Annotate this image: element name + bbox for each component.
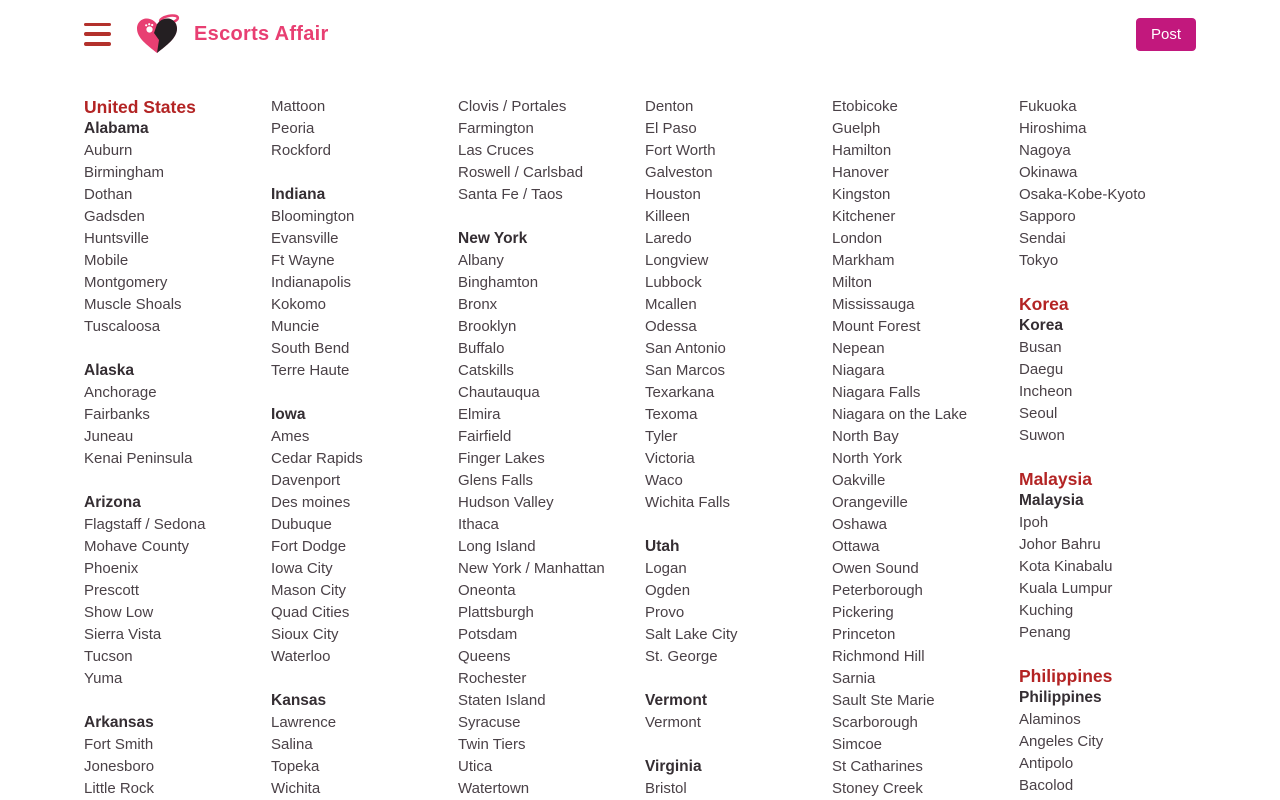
city-link[interactable]: Tyler xyxy=(645,428,678,445)
city-link[interactable]: Long Island xyxy=(458,538,536,555)
city-link[interactable]: Buffalo xyxy=(458,340,505,357)
city-link[interactable]: Angeles City xyxy=(1019,733,1104,750)
city-link[interactable]: Des moines xyxy=(271,494,351,511)
directory-column-2 xyxy=(271,96,458,800)
city-link[interactable]: Queens xyxy=(458,648,511,665)
city-link[interactable]: Dubuque xyxy=(271,516,332,533)
hamburger-bar xyxy=(84,23,111,27)
city-link[interactable]: Odessa xyxy=(645,318,697,335)
city-link[interactable]: South Bend xyxy=(271,340,350,357)
city-link[interactable]: Lawrence xyxy=(271,714,337,731)
city-link[interactable]: Oneonta xyxy=(458,582,516,599)
directory-column-6 xyxy=(1019,96,1206,800)
city-link[interactable]: Kota Kinabalu xyxy=(1019,558,1113,575)
city-link[interactable]: Salina xyxy=(271,736,313,753)
city-link[interactable]: Longview xyxy=(645,252,709,269)
city-link[interactable]: Busan xyxy=(1019,339,1062,356)
heart-logo-icon xyxy=(133,13,185,55)
city-link[interactable]: Suwon xyxy=(1019,427,1065,444)
city-link[interactable]: Mobile xyxy=(84,252,129,269)
country-heading: Korea xyxy=(1019,294,1069,314)
city-link[interactable]: Syracuse xyxy=(458,714,521,731)
city-link[interactable]: Vermont xyxy=(645,714,701,731)
country-heading: Philippines xyxy=(1019,666,1113,686)
post-button[interactable]: Post xyxy=(1136,18,1196,51)
directory-column-1 xyxy=(84,96,271,800)
city-link[interactable]: Mcallen xyxy=(645,296,697,313)
state-heading: Vermont xyxy=(645,692,708,709)
city-link[interactable]: Rochester xyxy=(458,670,527,687)
city-link[interactable]: Terre Haute xyxy=(271,362,350,379)
city-link[interactable]: Ipoh xyxy=(1019,514,1049,531)
city-link[interactable]: Laredo xyxy=(645,230,692,247)
directory-column-3 xyxy=(458,96,645,800)
directory-column-5 xyxy=(832,96,1019,800)
city-link[interactable]: Texoma xyxy=(645,406,698,423)
state-heading: Alaska xyxy=(84,362,134,379)
city-link[interactable]: North York xyxy=(832,450,903,467)
city-link[interactable]: Mason City xyxy=(271,582,347,599)
country-heading: United States xyxy=(84,97,196,117)
city-link[interactable]: Fairfield xyxy=(458,428,512,445)
city-link[interactable]: Ithaca xyxy=(458,516,499,533)
city-link[interactable]: Fort Smith xyxy=(84,736,154,753)
city-link[interactable]: Sapporo xyxy=(1019,208,1076,225)
hamburger-bar xyxy=(84,32,111,36)
city-link[interactable]: Huntsville xyxy=(84,230,150,247)
city-link[interactable]: St Catharines xyxy=(832,758,923,775)
city-link[interactable]: Watertown xyxy=(458,780,530,797)
city-link[interactable]: Ft Wayne xyxy=(271,252,335,269)
city-link[interactable]: London xyxy=(832,230,883,247)
city-link[interactable]: Staten Island xyxy=(458,692,546,709)
city-link[interactable]: Ames xyxy=(271,428,310,445)
city-link[interactable]: Jonesboro xyxy=(84,758,155,775)
city-link[interactable]: Catskills xyxy=(458,362,514,379)
city-link[interactable]: Hudson Valley xyxy=(458,494,554,511)
state-heading: Indiana xyxy=(271,186,326,203)
city-link[interactable]: Etobicoke xyxy=(832,98,898,115)
city-link[interactable]: Cedar Rapids xyxy=(271,450,363,467)
city-link[interactable]: San Marcos xyxy=(645,362,726,379)
city-link[interactable]: Topeka xyxy=(271,758,320,775)
city-link[interactable]: Plattsburgh xyxy=(458,604,534,621)
state-heading: Arkansas xyxy=(84,714,154,731)
city-link[interactable]: Anchorage xyxy=(84,384,157,401)
city-link[interactable]: Fukuoka xyxy=(1019,98,1077,115)
city-link[interactable]: Finger Lakes xyxy=(458,450,545,467)
state-heading: Utah xyxy=(645,538,680,555)
city-link[interactable]: Milton xyxy=(832,274,873,291)
city-link[interactable]: Show Low xyxy=(84,604,154,621)
city-link[interactable]: Fort Dodge xyxy=(271,538,347,555)
state-heading: New York xyxy=(458,230,528,247)
hamburger-bar xyxy=(84,42,111,46)
city-link[interactable]: Farmington xyxy=(458,120,534,137)
city-link[interactable]: Wichita Falls xyxy=(645,494,731,511)
city-link[interactable]: Fairbanks xyxy=(84,406,150,423)
city-link[interactable]: Roswell / Carlsbad xyxy=(458,164,584,181)
city-link[interactable]: Provo xyxy=(645,604,685,621)
city-link[interactable]: Muncie xyxy=(271,318,320,335)
city-link[interactable]: Princeton xyxy=(832,626,896,643)
city-link[interactable]: Rockford xyxy=(271,142,332,159)
city-link[interactable]: Indianapolis xyxy=(271,274,352,291)
city-link[interactable]: Bacolod xyxy=(1019,777,1074,794)
city-link[interactable]: Stoney Creek xyxy=(832,780,923,797)
city-link[interactable]: Houston xyxy=(645,186,701,203)
city-link[interactable]: Montgomery xyxy=(84,274,168,291)
city-link[interactable]: Logan xyxy=(645,560,687,577)
city-link[interactable]: Bronx xyxy=(458,296,498,313)
city-link[interactable]: Incheon xyxy=(1019,383,1073,400)
city-link[interactable]: Niagara on the Lake xyxy=(832,406,968,423)
city-link[interactable]: Oakville xyxy=(832,472,886,489)
city-link[interactable]: Potsdam xyxy=(458,626,518,643)
directory-columns xyxy=(0,96,1280,800)
country-heading: Malaysia xyxy=(1019,469,1092,489)
logo[interactable] xyxy=(133,13,329,55)
state-heading: Kansas xyxy=(271,692,327,709)
city-link[interactable]: Simcoe xyxy=(832,736,883,753)
city-link[interactable]: Birmingham xyxy=(84,164,165,181)
city-link[interactable]: Niagara Falls xyxy=(832,384,921,401)
city-link[interactable]: Okinawa xyxy=(1019,164,1078,181)
city-link[interactable]: Hanover xyxy=(832,164,889,181)
city-link[interactable]: Elmira xyxy=(458,406,501,423)
city-link[interactable]: Tokyo xyxy=(1019,252,1059,269)
city-link[interactable]: Ogden xyxy=(645,582,691,599)
city-link[interactable]: Dothan xyxy=(84,186,133,203)
city-link[interactable]: Peoria xyxy=(271,120,315,137)
city-link[interactable]: North Bay xyxy=(832,428,899,445)
state-heading: Philippines xyxy=(1019,689,1102,706)
city-link[interactable]: Waterloo xyxy=(271,648,331,665)
state-heading: Virginia xyxy=(645,758,702,775)
city-link[interactable]: Alaminos xyxy=(1019,711,1081,728)
city-link[interactable]: Owen Sound xyxy=(832,560,919,577)
city-link[interactable]: Muscle Shoals xyxy=(84,296,182,313)
city-link[interactable]: Nagoya xyxy=(1019,142,1071,159)
city-link[interactable]: Texarkana xyxy=(645,384,715,401)
city-link[interactable]: Utica xyxy=(458,758,493,775)
city-link[interactable]: Iowa City xyxy=(271,560,333,577)
city-link[interactable]: St. George xyxy=(645,648,718,665)
city-link[interactable]: Nepean xyxy=(832,340,885,357)
state-heading: Arizona xyxy=(84,494,141,511)
city-link[interactable]: San Antonio xyxy=(645,340,726,357)
city-link[interactable]: Auburn xyxy=(84,142,133,159)
state-heading: Alabama xyxy=(84,120,149,137)
city-link[interactable]: Sault Ste Marie xyxy=(832,692,935,709)
directory-column-4 xyxy=(645,96,832,800)
state-heading: Korea xyxy=(1019,317,1063,334)
city-link[interactable]: Santa Fe / Taos xyxy=(458,186,563,203)
city-link[interactable]: Daegu xyxy=(1019,361,1064,378)
city-link[interactable]: Bristol xyxy=(645,780,687,797)
city-link[interactable]: Antipolo xyxy=(1019,755,1074,772)
state-heading: Malaysia xyxy=(1019,492,1084,509)
city-link[interactable]: Hamilton xyxy=(832,142,892,159)
city-link[interactable]: Denton xyxy=(645,98,694,115)
city-link[interactable]: Brooklyn xyxy=(458,318,517,335)
city-link[interactable]: Binghamton xyxy=(458,274,539,291)
city-link[interactable]: Pickering xyxy=(832,604,894,621)
city-link[interactable]: Bloomington xyxy=(271,208,355,225)
brand-name: Escorts Affair xyxy=(194,22,329,45)
city-link[interactable]: Glens Falls xyxy=(458,472,534,489)
city-link[interactable]: Sarnia xyxy=(832,670,876,687)
city-link[interactable]: Richmond Hill xyxy=(832,648,925,665)
city-link[interactable]: Oshawa xyxy=(832,516,888,533)
city-link[interactable]: Yuma xyxy=(84,670,123,687)
city-link[interactable]: Gadsden xyxy=(84,208,145,225)
city-link[interactable]: Osaka-Kobe-Kyoto xyxy=(1019,186,1146,203)
state-heading: Iowa xyxy=(271,406,306,423)
city-link[interactable]: Hiroshima xyxy=(1019,120,1087,137)
city-link[interactable]: Las Cruces xyxy=(458,142,534,159)
city-link[interactable]: Waco xyxy=(645,472,683,489)
city-link[interactable]: Lubbock xyxy=(645,274,702,291)
city-link[interactable]: Guelph xyxy=(832,120,881,137)
city-link[interactable]: Chautauqua xyxy=(458,384,540,401)
city-link[interactable]: Kingston xyxy=(832,186,891,203)
city-link[interactable]: Penang xyxy=(1019,624,1071,641)
city-link[interactable]: Seoul xyxy=(1019,405,1058,422)
city-link[interactable]: Kitchener xyxy=(832,208,896,225)
header xyxy=(0,0,1280,68)
city-link[interactable]: Mississauga xyxy=(832,296,915,313)
city-link[interactable]: Twin Tiers xyxy=(458,736,526,753)
city-link[interactable]: Quad Cities xyxy=(271,604,350,621)
city-link[interactable]: Victoria xyxy=(645,450,695,467)
city-link[interactable]: Kuching xyxy=(1019,602,1074,619)
city-link[interactable]: Mount Forest xyxy=(832,318,921,335)
city-link[interactable]: Flagstaff / Sedona xyxy=(84,516,206,533)
city-link[interactable]: El Paso xyxy=(645,120,697,137)
city-link[interactable]: Galveston xyxy=(645,164,713,181)
city-link[interactable]: Sioux City xyxy=(271,626,339,643)
city-link[interactable]: Fort Worth xyxy=(645,142,716,159)
city-link[interactable]: Clovis / Portales xyxy=(458,98,567,115)
city-link[interactable]: Kokomo xyxy=(271,296,327,313)
city-link[interactable]: Peterborough xyxy=(832,582,923,599)
city-link[interactable]: Johor Bahru xyxy=(1019,536,1101,553)
city-link[interactable]: Scarborough xyxy=(832,714,918,731)
city-link[interactable]: Tucson xyxy=(84,648,133,665)
city-link[interactable]: Mohave County xyxy=(84,538,190,555)
city-link[interactable]: Kenai Peninsula xyxy=(84,450,193,467)
city-link[interactable]: Tuscaloosa xyxy=(84,318,161,335)
city-link[interactable]: Prescott xyxy=(84,582,140,599)
city-link[interactable]: Albany xyxy=(458,252,504,269)
city-link[interactable]: Orangeville xyxy=(832,494,908,511)
city-link[interactable]: Sierra Vista xyxy=(84,626,162,643)
city-link[interactable]: Ottawa xyxy=(832,538,880,555)
city-link[interactable]: Mattoon xyxy=(271,98,326,115)
city-link[interactable]: Evansville xyxy=(271,230,339,247)
city-link[interactable]: Kuala Lumpur xyxy=(1019,580,1113,597)
city-link[interactable]: Sendai xyxy=(1019,230,1066,247)
city-link[interactable]: New York / Manhattan xyxy=(458,560,605,577)
city-link[interactable]: Phoenix xyxy=(84,560,139,577)
city-link[interactable]: Little Rock xyxy=(84,780,155,797)
city-link[interactable]: Salt Lake City xyxy=(645,626,738,643)
city-link[interactable]: Wichita xyxy=(271,780,321,797)
city-link[interactable]: Juneau xyxy=(84,428,134,445)
city-link[interactable]: Niagara xyxy=(832,362,885,379)
city-link[interactable]: Markham xyxy=(832,252,895,269)
city-link[interactable]: Davenport xyxy=(271,472,341,489)
hamburger-menu-icon[interactable] xyxy=(84,23,111,46)
city-link[interactable]: Killeen xyxy=(645,208,691,225)
